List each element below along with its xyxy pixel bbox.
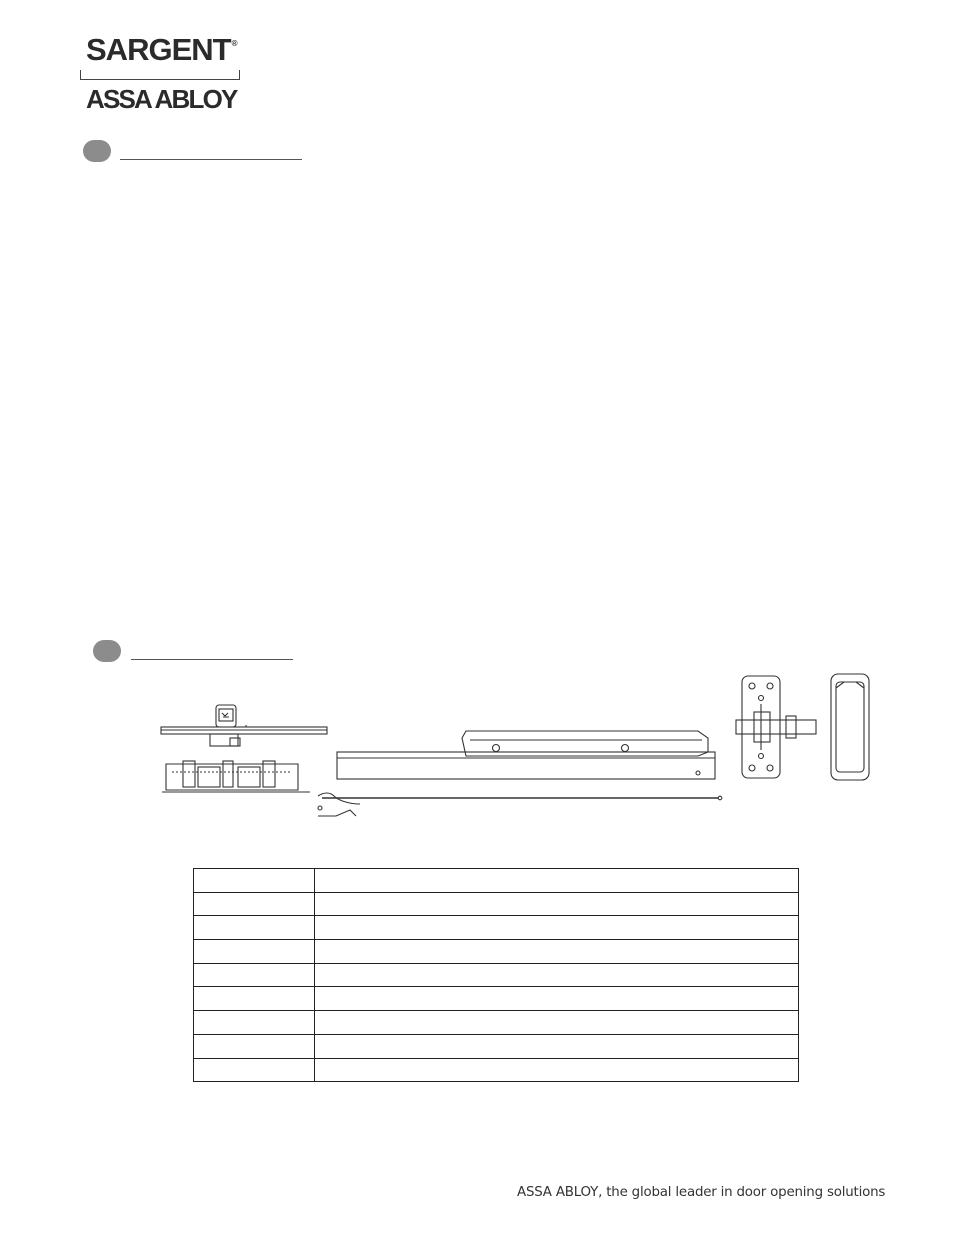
table-cell: [315, 869, 799, 893]
table-row: [194, 1011, 799, 1035]
table-cell: [194, 869, 315, 893]
end-cap-cover: [831, 674, 869, 780]
table-cell: [194, 1034, 315, 1058]
registered-mark: ®: [231, 39, 237, 48]
table-cell: [194, 963, 315, 987]
table-cell: [315, 916, 799, 940]
table-cell: [315, 963, 799, 987]
table-cell: [194, 1011, 315, 1035]
table-cell: [315, 940, 799, 964]
table-row: [194, 1058, 799, 1082]
table-cell: [315, 1058, 799, 1082]
mechanism-case: [162, 761, 310, 792]
step-2-bullet: [93, 640, 121, 662]
table-cell: [315, 892, 799, 916]
group-wordmark: ASSA ABLOY: [86, 84, 237, 114]
table-row: [194, 916, 799, 940]
connecting-rod: [318, 793, 722, 816]
step-1-bullet: [83, 140, 111, 162]
step-1-title-rule: [120, 159, 302, 160]
exit-device-parts-illustration: [150, 668, 890, 828]
table-row: [194, 963, 799, 987]
table-row: [194, 1034, 799, 1058]
brand-wordmark: [86, 34, 235, 65]
table-cell: [315, 1011, 799, 1035]
latch-assembly: [736, 676, 816, 778]
table-row: [194, 892, 799, 916]
parts-list-table: [193, 868, 799, 1082]
logo-divider: [80, 70, 240, 80]
table-cell: [194, 916, 315, 940]
step-2-title-rule: [131, 659, 293, 660]
table-cell: [194, 1058, 315, 1082]
brand-name: SARGENT: [86, 32, 231, 67]
table-row: [194, 940, 799, 964]
table-cell: [315, 1034, 799, 1058]
table-cell: [194, 987, 315, 1011]
table-row: [194, 987, 799, 1011]
table-cell: [194, 940, 315, 964]
table-cell: [194, 892, 315, 916]
chassis-assembly: [161, 705, 327, 746]
table-cell: [315, 987, 799, 1011]
table-row: [194, 869, 799, 893]
footer-tagline: ASSA ABLOY, the global leader in door opening solutions: [517, 1185, 886, 1200]
